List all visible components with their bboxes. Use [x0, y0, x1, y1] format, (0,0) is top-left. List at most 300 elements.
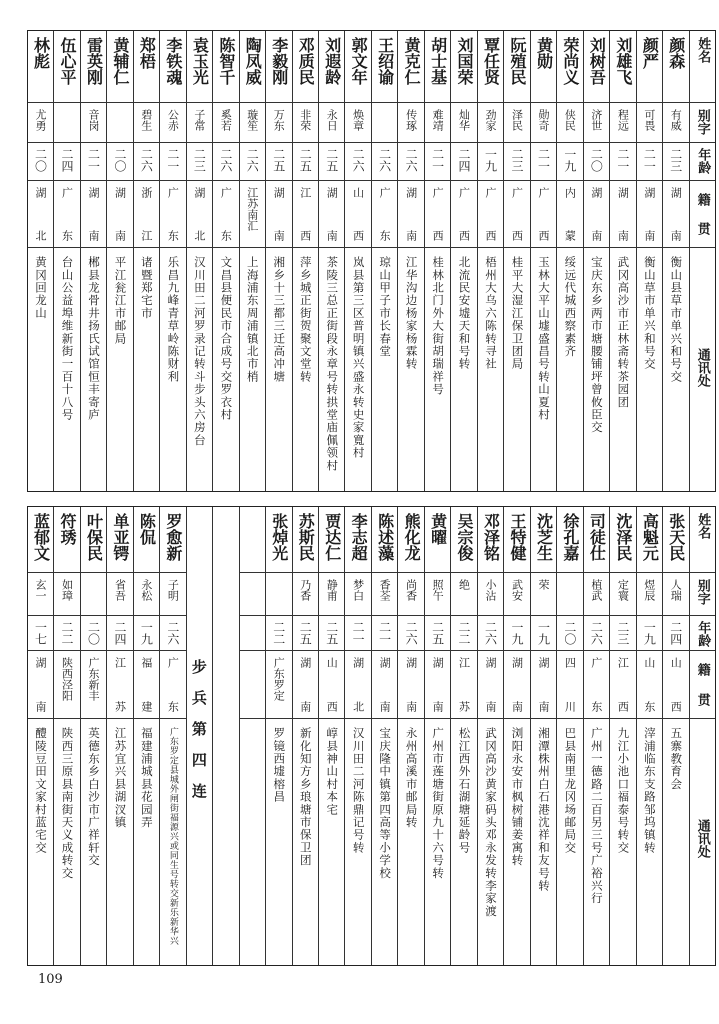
cell-native — [81, 651, 106, 719]
person-address: 江苏宜兴县湖汊镇 — [113, 727, 128, 829]
cell-name — [425, 507, 450, 573]
cell-native — [663, 181, 688, 248]
cell-native — [557, 651, 582, 719]
person-name: 司徒仕 — [587, 513, 607, 561]
person-native: 湖南 — [669, 187, 683, 241]
cell-name — [584, 507, 609, 573]
cell-alias — [637, 103, 662, 143]
cell-address — [54, 248, 79, 491]
person-age: 二〇 — [112, 148, 127, 172]
person-alias: 可畏 — [642, 109, 656, 131]
person-native: 广东 — [60, 187, 74, 241]
cell-age — [54, 616, 79, 651]
person-column — [636, 31, 662, 491]
person-column — [212, 31, 238, 491]
cell-age — [531, 143, 556, 181]
cell-address — [584, 248, 609, 491]
cell-name — [81, 507, 106, 573]
header-column — [689, 507, 715, 965]
person-address: 衡山草市单兴和号交 — [642, 256, 657, 371]
person-address: 黄冈回龙山 — [34, 256, 49, 320]
cell-address — [557, 719, 582, 965]
person-native: 湖南 — [325, 187, 339, 241]
person-name: 王绍谕 — [375, 37, 395, 85]
cell-age — [584, 616, 609, 651]
cell-native — [213, 181, 238, 248]
cell-name — [319, 507, 344, 573]
cell-alias — [372, 103, 397, 143]
person-age: 二三 — [615, 621, 630, 645]
person-column — [371, 507, 397, 965]
cell-name — [425, 31, 450, 103]
person-age: 二三 — [192, 148, 207, 172]
person-name: 伍心平 — [58, 37, 78, 85]
person-age: 二一 — [536, 148, 551, 172]
cell-native — [557, 181, 582, 248]
cell-address — [240, 248, 265, 491]
person-age: 二四 — [457, 148, 472, 172]
person-age: 二六 — [165, 621, 180, 645]
cell-alias — [28, 573, 53, 616]
cell-alias — [531, 103, 556, 143]
person-alias: 省吾 — [113, 579, 127, 601]
person-native: 江苏南汇 — [245, 187, 259, 231]
cell-age — [531, 616, 556, 651]
cell-name — [266, 507, 291, 573]
cell-address — [28, 248, 53, 491]
cell-alias — [107, 573, 132, 616]
header-cell-address — [690, 719, 715, 965]
header-label-native: 籍贯 — [694, 663, 710, 706]
cell-age — [478, 143, 503, 181]
person-address: 江华沟边杨家杨霖转 — [404, 256, 419, 371]
cell-age — [81, 616, 106, 651]
person-alias: 植武 — [589, 579, 603, 601]
cell-age — [134, 616, 159, 651]
cell-native — [293, 651, 318, 719]
person-native: 广西 — [510, 187, 524, 241]
cell-alias — [425, 103, 450, 143]
cell-name — [557, 507, 582, 573]
cell-native — [478, 651, 503, 719]
person-age: 二四 — [60, 148, 75, 172]
cell-alias — [28, 103, 53, 143]
cell-address — [266, 248, 291, 491]
person-age: 二〇 — [86, 621, 101, 645]
cell-alias — [134, 103, 159, 143]
person-column — [239, 31, 265, 491]
person-column — [265, 31, 291, 491]
person-column — [53, 507, 79, 965]
roster-table-bottom — [27, 506, 716, 966]
cell-name — [187, 31, 212, 103]
person-alias: 绝 — [457, 579, 471, 590]
person-name: 蓝郁文 — [31, 513, 51, 561]
cell-age — [54, 143, 79, 181]
cell-alias — [319, 573, 344, 616]
person-native: 湖南 — [616, 187, 630, 241]
person-alias: 永日 — [325, 109, 339, 131]
person-alias: 万东 — [272, 109, 286, 131]
person-alias: 程远 — [616, 109, 630, 131]
person-alias: 碧生 — [139, 109, 153, 131]
cell-native — [637, 181, 662, 248]
cell-address — [478, 248, 503, 491]
person-alias: 香荃 — [378, 579, 392, 601]
person-age: 一九 — [139, 621, 154, 645]
cell-alias — [478, 103, 503, 143]
person-name: 刘遐龄 — [322, 37, 342, 85]
header-cell-age — [690, 143, 715, 181]
cell-native — [54, 181, 79, 248]
person-alias: 玄一 — [34, 579, 48, 601]
person-alias: 子常 — [192, 109, 206, 131]
person-native: 广东 — [378, 187, 392, 241]
person-column — [292, 31, 318, 491]
cell-alias — [54, 103, 79, 143]
unit-column — [186, 507, 212, 965]
person-column — [609, 507, 635, 965]
person-age: 二一 — [377, 621, 392, 645]
person-column — [583, 31, 609, 491]
person-alias: 人瑞 — [669, 579, 683, 601]
person-age: 二六 — [589, 621, 604, 645]
cell-address — [637, 719, 662, 965]
cell-native — [451, 651, 476, 719]
cell-alias — [504, 573, 529, 616]
cell-native — [531, 651, 556, 719]
cell-native — [425, 651, 450, 719]
cell-name — [610, 507, 635, 573]
person-name: 张天民 — [666, 513, 686, 561]
cell-address — [425, 719, 450, 965]
person-age: 二〇 — [562, 621, 577, 645]
person-column — [159, 507, 185, 965]
cell-native — [266, 651, 291, 719]
blank-cell — [240, 616, 265, 651]
person-age: 二六 — [404, 621, 419, 645]
cell-native — [28, 651, 53, 719]
header-label-alias: 别字 — [694, 109, 710, 135]
person-alias: 勋奇 — [536, 109, 550, 131]
person-address: 英德东乡白沙市广祥轩交 — [86, 727, 101, 867]
person-alias: 难靖 — [431, 109, 445, 131]
cell-alias — [160, 103, 185, 143]
cell-alias — [266, 103, 291, 143]
person-address: 松江西外石湖塘延龄号 — [457, 727, 472, 854]
cell-address — [134, 719, 159, 965]
cell-address — [293, 248, 318, 491]
person-address: 梧州大乌六陈转寻社 — [484, 256, 499, 371]
person-column — [28, 507, 53, 965]
person-address: 琼山甲子市长春堂 — [378, 256, 393, 358]
cell-age — [478, 616, 503, 651]
cell-alias — [398, 573, 423, 616]
person-column — [477, 31, 503, 491]
person-native: 广西 — [457, 187, 471, 241]
header-cell-age — [690, 616, 715, 651]
person-column — [186, 31, 212, 491]
person-name: 陈述藻 — [375, 513, 395, 561]
cell-alias — [160, 573, 185, 616]
cell-address — [557, 248, 582, 491]
cell-name — [398, 507, 423, 573]
cell-address — [293, 719, 318, 965]
person-address: 衡山县草市单兴和号交 — [669, 256, 684, 383]
person-age: 二五 — [430, 621, 445, 645]
cell-alias — [584, 103, 609, 143]
person-name: 熊化龙 — [402, 513, 422, 561]
cell-address — [134, 248, 159, 491]
person-alias: 如璋 — [60, 579, 74, 601]
cell-address — [160, 719, 185, 965]
cell-name — [240, 31, 265, 103]
person-address: 乐昌九峰青草岭陈财利 — [166, 256, 181, 383]
person-address: 萍乡城正街贺聚文堂转 — [298, 256, 313, 383]
header-label-address: 通讯处 — [694, 819, 710, 858]
person-native: 广东罗定 — [272, 657, 286, 701]
cell-address — [345, 719, 370, 965]
person-address: 玉林大平山墟盛昌号转山夏村 — [536, 256, 551, 422]
cell-address — [504, 719, 529, 965]
person-address: 茶陵三总正街段永章号转拱堂庙佩领村 — [325, 256, 340, 472]
cell-name — [134, 507, 159, 573]
person-column — [583, 507, 609, 965]
person-age: 二六 — [245, 148, 260, 172]
person-native: 广西 — [536, 187, 550, 241]
person-alias: 武安 — [510, 579, 524, 601]
blank-cell — [240, 719, 265, 965]
person-name: 林彪 — [31, 37, 51, 69]
person-native: 山西 — [351, 187, 365, 241]
cell-age — [28, 616, 53, 651]
person-native: 广东 — [166, 187, 180, 241]
person-age: 二二 — [457, 621, 472, 645]
cell-age — [504, 616, 529, 651]
cell-address — [610, 248, 635, 491]
person-age: 一七 — [33, 621, 48, 645]
person-alias: 焕章 — [351, 109, 365, 131]
header-label-alias: 别字 — [694, 579, 710, 605]
header-label-native: 籍贯 — [694, 193, 710, 235]
cell-age — [160, 616, 185, 651]
person-address: 滓浦临东支路邹坞镇转 — [642, 727, 657, 854]
person-address: 陕西三原县南街天义成转交 — [60, 727, 75, 880]
person-name: 单亚锷 — [110, 513, 130, 561]
cell-name — [160, 31, 185, 103]
person-address: 平江瓮江市邮局 — [113, 256, 128, 345]
person-native: 广东新丰 — [86, 657, 100, 701]
header-label-age: 年龄 — [695, 621, 711, 647]
person-name: 罗愈新 — [163, 513, 183, 561]
person-native: 内蒙 — [563, 187, 577, 241]
cell-native — [134, 651, 159, 719]
cell-address — [372, 248, 397, 491]
header-cell-name — [690, 31, 715, 103]
cell-age — [557, 616, 582, 651]
person-address: 文昌县便民市合成号交罗衣村 — [219, 256, 234, 422]
cell-native — [478, 181, 503, 248]
cell-name — [531, 31, 556, 103]
person-name: 阮殖民 — [507, 37, 527, 85]
cell-age — [81, 143, 106, 181]
person-name: 袁玉光 — [190, 37, 210, 85]
person-name: 苏斯民 — [296, 513, 316, 561]
person-native: 湖南 — [298, 657, 312, 712]
person-age: 二六 — [483, 621, 498, 645]
person-name: 陈侃 — [137, 513, 157, 545]
cell-name — [345, 31, 370, 103]
cell-alias — [293, 103, 318, 143]
cell-native — [319, 651, 344, 719]
cell-alias — [451, 573, 476, 616]
person-column — [503, 507, 529, 965]
header-cell-native — [690, 651, 715, 719]
person-name: 高魁元 — [640, 513, 660, 561]
header-label-name: 姓名 — [695, 37, 711, 63]
cell-native — [54, 651, 79, 719]
person-address: 九江小池口福泰号转交 — [616, 727, 631, 854]
person-name: 贾达仁 — [322, 513, 342, 561]
cell-alias — [663, 573, 688, 616]
person-native: 广东 — [589, 657, 603, 712]
person-native: 湖南 — [642, 187, 656, 241]
person-alias: 劲家 — [484, 109, 498, 131]
person-age: 二三 — [668, 148, 683, 172]
person-name: 胡士基 — [428, 37, 448, 85]
blank-column-full — [212, 507, 238, 965]
person-alias: 煜辰 — [642, 579, 656, 601]
person-column — [106, 31, 132, 491]
person-native: 广西 — [484, 187, 498, 241]
person-address: 浏阳永安市枫树铺姜寓转 — [510, 727, 525, 867]
cell-native — [531, 181, 556, 248]
person-alias: 灿华 — [457, 109, 471, 131]
cell-native — [240, 181, 265, 248]
person-column — [133, 31, 159, 491]
cell-age — [425, 143, 450, 181]
cell-native — [610, 181, 635, 248]
person-column — [106, 507, 132, 965]
cell-address — [319, 719, 344, 965]
cell-age — [372, 616, 397, 651]
cell-age — [187, 143, 212, 181]
unit-label: 步兵第四连 — [189, 658, 208, 814]
person-address: 汉川田二河罗录记转斗步头六房台 — [192, 256, 207, 447]
person-column — [662, 507, 688, 965]
person-name: 黄勋 — [534, 37, 554, 69]
person-alias: 有威 — [669, 109, 683, 131]
cell-name — [451, 31, 476, 103]
person-column — [556, 31, 582, 491]
person-age: 二一 — [351, 621, 366, 645]
person-column — [344, 507, 370, 965]
person-age: 二五 — [298, 621, 313, 645]
person-name: 陈智千 — [216, 37, 236, 85]
cell-name — [557, 31, 582, 103]
cell-alias — [345, 573, 370, 616]
cell-alias — [398, 103, 423, 143]
cell-native — [107, 181, 132, 248]
cell-native — [28, 181, 53, 248]
cell-age — [266, 143, 291, 181]
person-address: 北流民安墟天和号转 — [457, 256, 472, 371]
person-age: 二五 — [298, 148, 313, 172]
cell-address — [663, 248, 688, 491]
person-column — [530, 31, 556, 491]
cell-age — [213, 143, 238, 181]
person-alias: 奚若 — [219, 109, 233, 131]
person-column — [80, 507, 106, 965]
person-name: 黄克仁 — [402, 37, 422, 85]
cell-age — [240, 143, 265, 181]
cell-name — [213, 31, 238, 103]
cell-address — [266, 719, 291, 965]
person-address: 桂平大湿江保卫团局 — [510, 256, 525, 371]
person-native: 山西 — [669, 657, 683, 712]
cell-age — [663, 143, 688, 181]
person-native: 山东 — [642, 657, 656, 712]
person-native: 湖南 — [378, 657, 392, 712]
cell-native — [372, 651, 397, 719]
person-column — [609, 31, 635, 491]
cell-alias — [478, 573, 503, 616]
person-address: 湘乡十三都三迁高冲塘 — [272, 256, 287, 383]
person-age: 二一 — [86, 148, 101, 172]
person-address: 宝庆东乡两市塘腰铺坪曾攸臣交 — [589, 256, 604, 434]
cell-address — [372, 719, 397, 965]
cell-name — [663, 31, 688, 103]
person-age: 一九 — [536, 621, 551, 645]
cell-alias — [372, 573, 397, 616]
person-column — [477, 507, 503, 965]
cell-address — [107, 248, 132, 491]
person-age: 二三 — [509, 148, 524, 172]
cell-name — [266, 31, 291, 103]
person-address: 醴陵豆田文家村蓝宅交 — [34, 727, 49, 854]
person-native: 陕西泾阳 — [60, 657, 74, 701]
cell-address — [160, 248, 185, 491]
header-cell-native — [690, 181, 715, 248]
cell-native — [187, 181, 212, 248]
person-column — [397, 31, 423, 491]
person-native: 湖北 — [192, 187, 206, 241]
cell-name — [478, 507, 503, 573]
person-age: 二六 — [351, 148, 366, 172]
person-address: 广州市莲塘街原九十六号转 — [431, 727, 446, 880]
person-name: 颜森 — [666, 37, 686, 69]
person-address: 新化知方乡琅塘市保卫团 — [298, 727, 313, 867]
cell-age — [584, 143, 609, 181]
cell-age — [319, 143, 344, 181]
person-name: 刘树吾 — [587, 37, 607, 85]
person-name: 王特健 — [507, 513, 527, 561]
cell-alias — [610, 103, 635, 143]
person-name: 李志超 — [349, 513, 369, 561]
person-name: 黄辅仁 — [110, 37, 130, 85]
header-cell-alias — [690, 103, 715, 143]
person-alias: 传琢 — [404, 109, 418, 131]
person-column — [371, 31, 397, 491]
cell-address — [28, 719, 53, 965]
person-address: 罗镜西墟榕昌 — [272, 727, 287, 804]
person-name: 符琇 — [58, 513, 78, 545]
person-name: 沈芝生 — [534, 513, 554, 561]
cell-age — [425, 616, 450, 651]
cell-age — [372, 143, 397, 181]
cell-native — [81, 181, 106, 248]
person-native: 广东 — [219, 187, 233, 241]
